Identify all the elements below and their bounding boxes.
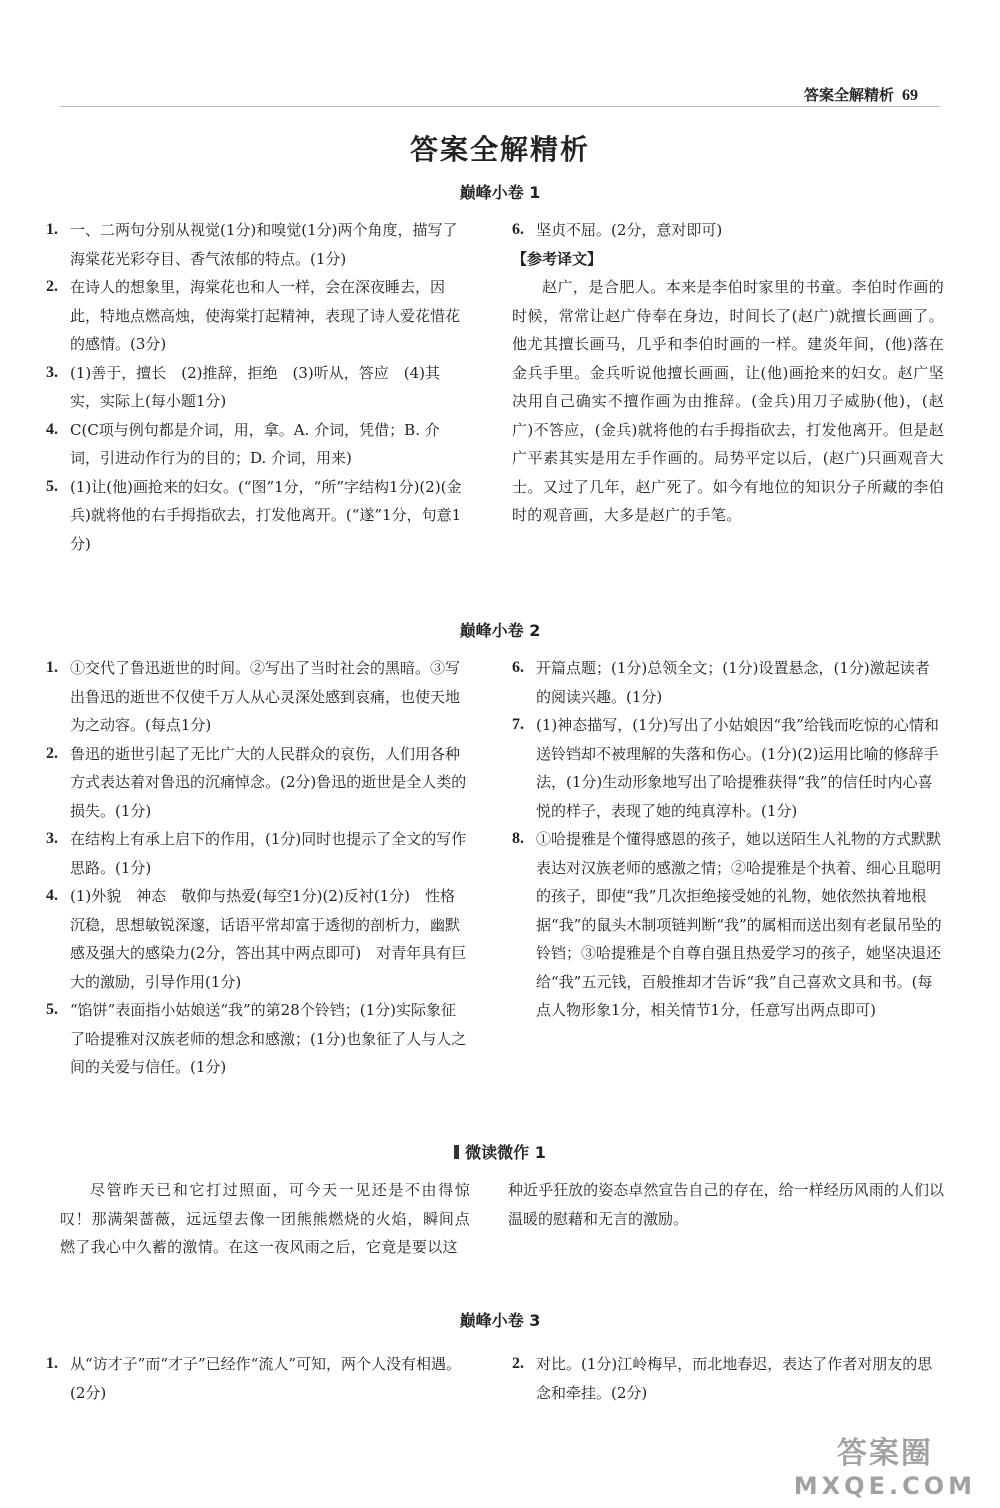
answer-item: 6. 开篇点题；(1分)总领全文；(1分)设置悬念，(1分)激起读者的阅读兴趣。(1分) bbox=[512, 659, 930, 706]
micro-reading-title: 微读微作 1 bbox=[0, 1140, 1000, 1163]
answer-item: 3. (1)善于，擅长 (2)推辞，拒绝 (3)听从，答应 (4)其实，实际上(每小题1分) bbox=[46, 363, 440, 410]
page-number: 69 bbox=[902, 87, 918, 104]
section-2-left-column bbox=[46, 654, 468, 1082]
reference-translation-label: 【参考译文】 bbox=[512, 249, 603, 268]
section-1-left-column bbox=[46, 216, 468, 558]
micro-reading-left bbox=[60, 1176, 470, 1262]
answer-item: 1. 从“访才子”而“才子”已经作“流人”可知，两个人没有相遇。(2分) bbox=[46, 1355, 462, 1402]
page-header bbox=[804, 84, 918, 105]
section-3-left-column bbox=[46, 1350, 468, 1407]
answer-item: 4. (1)外貌 神态 敬仰与热爱(每空1分)(2)反衬(1分) 性格沉稳，思想敏锐深邃，话语平常却富于透彻的剖析力，幽默感及强大的感染力(2分，答出其中两点即可) 对青年具有巨大的激励，引导作用(1分) bbox=[46, 887, 467, 991]
header-divider bbox=[60, 106, 940, 107]
answer-item: 1. ①交代了鲁迅逝世的时间。②写出了当时社会的黑暗。③写出鲁迅的逝世不仅使千万人从心灵深处感到哀痛，也使天地为之动容。(每点1分) bbox=[46, 659, 461, 734]
answer-item: 8. ①哈提雅是个懂得感恩的孩子，她以送陌生人礼物的方式默默表达对汉族老师的感激之情；②哈提雅是个执着、细心且聪明的孩子，即使“我”几次拒绝接受她的礼物，她依然执着地根据“我”的鼠头木制项链判断“我”的属相而送出刻有老鼠吊坠的铃铛；③哈提雅是个自尊自强且热爱学习的孩子，她坚决退还给“我”五元钱，百般推却才告诉“我”自己喜欢文具和书。(每点人物形象1分，相关情节1分，任意写出两点即可) bbox=[512, 830, 942, 1019]
bookmark-icon bbox=[454, 1145, 459, 1159]
reference-translation-text: 赵广，是合肥人。本来是李伯时家里的书童。李伯时作画的时候，常常让赵广侍奉在身边，时间长了(赵广)就擅长画画了。他尤其擅长画马，几乎和李伯时画的一样。建炎年间，(他)落在金兵手里。金兵听说他擅长画画，让(他)画抢来的妇女。赵广坚决用自己确实不擅作画为由推辞。(金兵)用刀子威胁(他)，(赵广)不答应，(金兵)就将他的右手拇指砍去，打发他离开。但是赵广平素其实是用左手作画的。局势平定以后，(赵广)只画观音大士。又过了几年，赵广死了。如今有地位的知识分子所藏的李伯时的观音画，大多是赵广的手笔。 bbox=[512, 278, 944, 524]
answer-item: 2. 鲁迅的逝世引起了无比广大的人民群众的哀伤，人们用各种方式表达着对鲁迅的沉痛悼念。(2分)鲁迅的逝世是全人类的损失。(1分) bbox=[46, 744, 467, 820]
section-2-right-column bbox=[512, 654, 944, 1025]
answer-item: 5. “馅饼”表面指小姑娘送“我”的第28个铃铛；(1分)实际象征了哈提雅对汉族老师的想念和感激；(1分)也象征了人与人之间的关爱与信任。(1分) bbox=[46, 1001, 467, 1076]
section-1-title: 巅峰小卷 1 bbox=[459, 183, 541, 202]
watermark-logo: 答案圈 MXQE.COM bbox=[793, 1436, 976, 1500]
micro-reading-text-right: 种近乎狂放的姿态卓然宣告自己的存在，给一样经历风雨的人们以温暖的慰藉和无言的激励。 bbox=[508, 1181, 944, 1228]
micro-reading-text-left: 尽管昨天已和它打过照面，可今天一见还是不由得惊叹！那满架蔷薇，远远望去像一团熊熊燃烧的火焰，瞬间点燃了我心中久蓄的激情。在这一夜风雨之后，它竟是要以这 bbox=[60, 1181, 470, 1256]
section-2-title: 巅峰小卷 2 bbox=[459, 621, 541, 640]
micro-reading-right bbox=[508, 1176, 944, 1233]
section-1-right-column bbox=[512, 216, 944, 530]
main-title: 答案全解精析 bbox=[409, 133, 590, 166]
answer-item: 1. 一、二两句分别从视觉(1分)和嗅觉(1分)两个角度，描写了海棠花光彩夺目、香气浓郁的特点。(1分) bbox=[46, 221, 458, 268]
section-3-title: 巅峰小卷 3 bbox=[459, 1311, 541, 1330]
answer-item: 2. 对比。(1分)江岭梅早，而北地春迟，表达了作者对朋友的思念和牵挂。(2分) bbox=[512, 1355, 933, 1402]
answer-item: 7. (1)神态描写，(1分)写出了小姑娘因“我”给钱而吃惊的心情和送铃铛却不被理解的失落和伤心。(1分)(2)运用比喻的修辞手法，(1分)生动形象地写出了哈提雅获得“我”的信任时内心喜悦的样子，表现了她的纯真淳朴。(1分) bbox=[512, 716, 939, 820]
answer-item: 2. 在诗人的想象里，海棠花也和人一样，会在深夜睡去，因此，特地点燃高烛，使海棠打起精神，表现了诗人爱花惜花的感情。(3分) bbox=[46, 278, 461, 353]
answer-item: 6. 坚贞不屈。(2分，意对即可) bbox=[512, 221, 723, 239]
answer-item: 3. 在结构上有承上启下的作用，(1分)同时也提示了全文的写作思路。(1分) bbox=[46, 830, 467, 877]
answer-item: 5. (1)让(他)画抢来的妇女。(“图”1分，“所”字结构1分)(2)(金兵)就将他的右手拇指砍去，打发他离开。(“遂”1分，句意1分) bbox=[46, 477, 462, 553]
header-title: 答案全解精析 bbox=[803, 86, 894, 104]
section-3-right-column bbox=[512, 1350, 944, 1407]
answer-item: 4. C(C项与例句都是介词，用，拿。A. 介词，凭借；B. 介词，引进动作行为的目的；D. 介词，用来) bbox=[46, 420, 440, 467]
